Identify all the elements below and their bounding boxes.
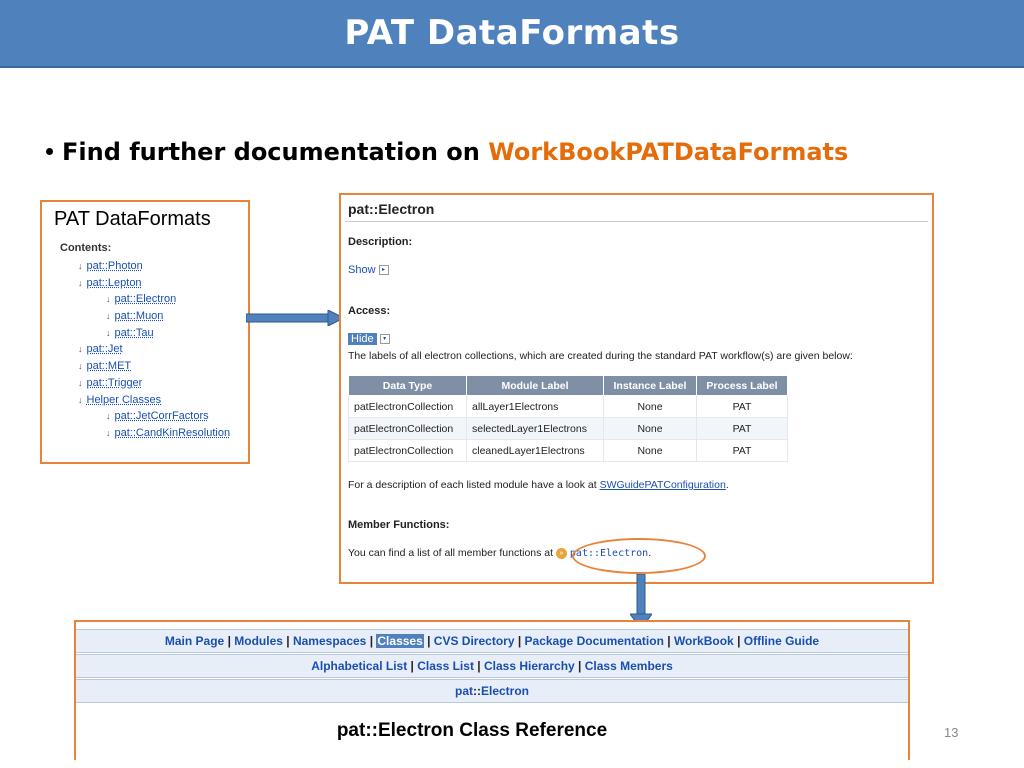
- table-cell: PAT: [697, 418, 788, 440]
- electron-class-link[interactable]: pat::Electron: [569, 548, 649, 559]
- member-functions-label: Member Functions:: [348, 519, 450, 531]
- column-header: Data Type: [349, 376, 467, 396]
- slide-title-bar: [0, 0, 1024, 68]
- table-row: [349, 440, 788, 462]
- arrow-down-icon: ↓: [78, 377, 83, 388]
- table-cell: PAT: [697, 440, 788, 462]
- toc-list: [42, 258, 248, 442]
- table-cell: None: [604, 418, 697, 440]
- module-text-end: .: [725, 479, 729, 491]
- nav-class-list[interactable]: Class List: [417, 659, 474, 673]
- toc-item[interactable]: ↓ pat::Lepton: [78, 276, 142, 289]
- nav-offline-guide[interactable]: Offline Guide: [743, 634, 820, 648]
- arrow-down-icon: ↓: [78, 361, 83, 372]
- toc-item[interactable]: ↓ pat::CandKinResolution: [106, 426, 231, 439]
- doxygen-icon: »: [556, 548, 567, 559]
- table-row: [349, 418, 788, 440]
- workbook-link[interactable]: WorkBookPATDataFormats: [488, 138, 849, 166]
- bullet-text: Find further documentation on: [62, 138, 489, 166]
- toc-item[interactable]: ↓ pat::Tau: [106, 326, 154, 339]
- nav-main-page[interactable]: Main Page: [164, 634, 225, 648]
- description-label: Description:: [348, 236, 413, 248]
- breadcrumb: [76, 679, 908, 703]
- column-header: Module Label: [467, 376, 604, 396]
- arrow-down-icon: ↓: [78, 344, 83, 355]
- nav-namespaces[interactable]: Namespaces: [292, 634, 367, 648]
- breadcrumb-namespace[interactable]: pat: [454, 684, 473, 698]
- contents-label: Contents:: [60, 242, 112, 254]
- breadcrumb-class[interactable]: Electron: [480, 684, 529, 698]
- table-cell: None: [604, 440, 697, 462]
- toc-item[interactable]: ↓ pat::Electron: [106, 293, 177, 306]
- toc-item[interactable]: ↓ pat::Jet: [78, 343, 123, 356]
- toc-panel: [40, 200, 250, 464]
- hide-label: Hide: [348, 333, 377, 345]
- page-number: 13: [944, 725, 959, 740]
- electron-title: pat::Electron: [348, 201, 435, 217]
- arrow-right-icon: [246, 310, 346, 326]
- arrow-down-icon: ↓: [106, 427, 111, 438]
- show-button[interactable]: [348, 264, 389, 276]
- table-cell: patElectronCollection: [349, 418, 467, 440]
- table-cell: patElectronCollection: [349, 396, 467, 418]
- collapse-icon: ▾: [380, 334, 390, 344]
- table-cell: patElectronCollection: [349, 440, 467, 462]
- member-text-lead: You can find a list of all member functions at: [348, 547, 556, 559]
- nav-class-hierarchy[interactable]: Class Hierarchy: [483, 659, 575, 673]
- toc-item[interactable]: ↓ pat::Muon: [106, 310, 164, 323]
- bullet-line: [46, 138, 848, 166]
- arrow-down-icon: ↓: [106, 327, 111, 338]
- nav-cvs-directory[interactable]: CVS Directory: [433, 634, 515, 648]
- nav-alphabetical-list[interactable]: Alphabetical List: [311, 659, 408, 673]
- table-cell: cleanedLayer1Electrons: [467, 440, 604, 462]
- toc-item[interactable]: ↓ pat::Trigger: [78, 376, 143, 389]
- main-nav-bar: Main Page | Modules | Namespaces | Classes | CVS Directory | Package Documentation | WorkBook | Offline Guide: [76, 629, 908, 653]
- nav-modules[interactable]: Modules: [234, 634, 283, 648]
- toc-heading: PAT DataFormats: [54, 208, 211, 230]
- arrow-down-icon: ↓: [106, 311, 111, 322]
- expand-icon: ▸: [379, 265, 389, 275]
- swguide-link[interactable]: SWGuidePATConfiguration: [599, 479, 726, 491]
- toc-item[interactable]: ↓ pat::MET: [78, 360, 132, 373]
- arrow-down-icon: ↓: [78, 261, 83, 271]
- class-nav-bar: Alphabetical List | Class List | Class Hierarchy | Class Members: [76, 654, 908, 678]
- table-cell: allLayer1Electrons: [467, 396, 604, 418]
- title-divider: [345, 221, 928, 222]
- nav-class-members[interactable]: Class Members: [584, 659, 673, 673]
- nav-workbook[interactable]: WorkBook: [673, 634, 734, 648]
- electron-doc-panel: [339, 193, 934, 584]
- doxygen-panel: [74, 620, 910, 760]
- table-cell: selectedLayer1Electrons: [467, 418, 604, 440]
- table-row: [349, 396, 788, 418]
- arrow-down-icon: ↓: [106, 294, 111, 305]
- collections-table: [348, 375, 788, 462]
- arrow-down-icon: ↓: [78, 277, 83, 288]
- column-header: Instance Label: [604, 376, 697, 396]
- access-text: The labels of all electron collections, which are created during the standard PAT workflow(s) are given below:: [348, 350, 853, 362]
- module-text: [348, 479, 729, 491]
- bullet-dot: [46, 148, 53, 155]
- module-text-lead: For a description of each listed module have a look at: [348, 479, 600, 491]
- class-reference-title: pat::Electron Class Reference: [336, 720, 608, 741]
- table-cell: None: [604, 396, 697, 418]
- nav-classes[interactable]: Classes: [377, 634, 423, 648]
- toc-item[interactable]: ↓ pat::Photon: [78, 260, 143, 272]
- toc-item[interactable]: ↓ Helper Classes: [78, 393, 162, 406]
- arrow-down-icon: ↓: [106, 411, 111, 422]
- toc-item[interactable]: ↓ pat::JetCorrFactors: [106, 410, 209, 423]
- arrow-down-icon: ↓: [78, 394, 83, 405]
- hide-button[interactable]: [348, 333, 390, 345]
- nav-package-documentation[interactable]: Package Documentation: [524, 634, 664, 648]
- slide-title: PAT DataFormats: [344, 13, 680, 53]
- member-text-end: .: [648, 547, 652, 559]
- table-cell: PAT: [697, 396, 788, 418]
- highlight-oval: [569, 538, 706, 574]
- show-label: Show: [348, 264, 376, 276]
- access-label: Access:: [348, 305, 391, 317]
- breadcrumb-separator: ::: [472, 684, 481, 698]
- table-header-row: [349, 376, 788, 396]
- column-header: Process Label: [697, 376, 788, 396]
